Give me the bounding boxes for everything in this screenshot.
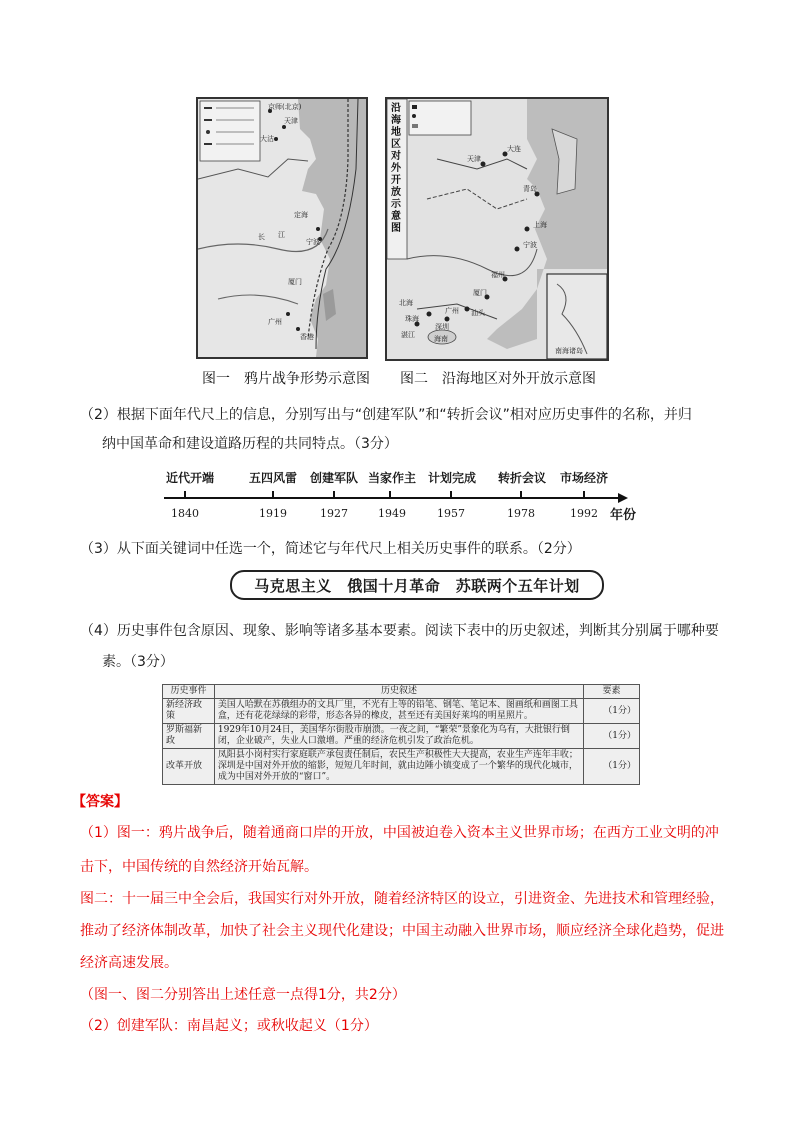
svg-text:天津: 天津 (467, 155, 481, 163)
timeline-label-1919: 五四风雷 (248, 471, 298, 485)
timeline-label-1978: 转折会议 (497, 471, 547, 485)
keyword-box: 马克思主义 俄国十月革命 苏联两个五年计划 (230, 570, 604, 600)
table-cell-event: 改革开放 (163, 749, 215, 785)
timeline-year-1992: 1992 (570, 507, 598, 520)
table-cell-narrative: 1929年10月24日，美国华尔街股市崩溃。一夜之间，“繁荣”景象化为乌有，大批银行倒闭，企业破产，失业人口激增。严重的经济危机引发了政治危机。 (214, 724, 583, 749)
question-4-line-2: 素。（3分） (102, 654, 174, 670)
svg-text:广州: 广州 (268, 318, 282, 326)
table-header-element: 要素 (584, 685, 640, 699)
coastal-opening-map (385, 97, 609, 361)
history-table (162, 684, 640, 785)
opium-war-map-caption: 图一 鸦片战争形势示意图 (202, 371, 370, 387)
svg-text:厦门: 厦门 (288, 278, 302, 286)
answer-heading: 【答案】 (72, 794, 128, 810)
table-cell-narrative: 美国人哈默在苏俄组办的文具厂里，不光有上等的铅笔、钢笔、笔记本、图画纸和画图工具盒，还有花花绿绿的彩带，形态各异的橡皮，甚至还有美国好莱坞的明星照片。 (214, 699, 583, 724)
timeline-year-1978: 1978 (507, 507, 535, 520)
question-3: （3）从下面关键词中任选一个，简述它与年代尺上相关历史事件的联系。（2分） (80, 541, 581, 557)
coastal-opening-map-graphic (387, 99, 607, 359)
timeline-label-1927: 创建军队 (309, 471, 359, 485)
answer-line-1: （1）图一：鸦片战争后，随着通商口岸的开放，中国被迫卷入资本主义世界市场；在西方工业文明的冲 (80, 825, 719, 841)
timeline-year-1927: 1927 (320, 507, 348, 520)
table-header-event: 历史事件 (163, 685, 215, 699)
svg-text:海南: 海南 (434, 335, 448, 343)
table-cell-narrative: 凤阳县小岗村实行家庭联产承包责任制后，农民生产积极性大大提高，农业生产连年丰收；深圳是中国对外开放的缩影，短短几年时间，就由边陲小镇变成了一个繁华的现代化城市，成为中国对外开放的“窗口”。 (214, 749, 583, 785)
table-cell-score: （1分） (584, 749, 640, 785)
question-2-line-1: （2）根据下面年代尺上的信息，分别写出与“创建军队”和“转折会议”相对应历史事件的名称，并归 (80, 407, 692, 423)
svg-text:大连: 大连 (507, 145, 521, 153)
timeline-year-1957: 1957 (437, 507, 465, 520)
question-2-line-2: 纳中国革命和建设道路历程的共同特点。（3分） (102, 436, 398, 452)
svg-text:京师(北京): 京师(北京) (268, 103, 302, 111)
timeline-year-1919: 1919 (259, 507, 287, 520)
svg-text:湛江: 湛江 (401, 331, 415, 339)
svg-text:深圳: 深圳 (435, 323, 449, 331)
timeline-label-1840: 近代开端 (165, 471, 215, 485)
timeline-unit: 年份 (610, 508, 637, 523)
svg-text:大沽: 大沽 (260, 135, 274, 143)
timeline-year-1840: 1840 (171, 507, 199, 520)
svg-text:广州: 广州 (445, 307, 459, 315)
svg-text:天津: 天津 (284, 117, 298, 125)
answer-line-4: 推动了经济体制改革，加快了社会主义现代化建设；中国主动融入世界市场，顺应经济全球化趋势，促进 (80, 923, 724, 939)
timeline-label-1949: 当家作主 (367, 471, 417, 485)
timeline-year-1949: 1949 (378, 507, 406, 520)
svg-text:福州: 福州 (491, 271, 505, 279)
answer-line-2: 击下，中国传统的自然经济开始瓦解。 (80, 859, 318, 875)
answer-line-5: 经济高速发展。 (80, 955, 178, 971)
svg-text:上海: 上海 (533, 221, 547, 229)
table-cell-score: （1分） (584, 699, 640, 724)
svg-text:南海诸岛: 南海诸岛 (555, 347, 583, 355)
svg-text:汕头: 汕头 (471, 309, 485, 317)
svg-text:长: 长 (258, 233, 265, 241)
svg-text:珠海: 珠海 (405, 315, 419, 323)
table-row (163, 699, 640, 724)
svg-text:青岛: 青岛 (523, 185, 537, 193)
answer-line-3: 图二：十一届三中全会后，我国实行对外开放，随着经济特区的设立，引进资金、先进技术和管理经验， (80, 891, 724, 907)
opium-war-map (196, 97, 368, 359)
svg-text:江: 江 (278, 231, 285, 239)
opium-war-map-graphic (198, 99, 366, 357)
table-row (163, 724, 640, 749)
question-4-line-1: （4）历史事件包含原因、现象、影响等诸多基本要素。阅读下表中的历史叙述，判断其分别属于哪种要 (80, 623, 719, 639)
answer-line-6: （图一、图二分别答出上述任意一点得1分，共2分） (80, 987, 406, 1003)
answer-line-7: （2）创建军队：南昌起义；或秋收起义（1分） (80, 1018, 378, 1034)
timeline-label-1957: 计划完成 (427, 471, 477, 485)
table-cell-event: 罗斯福新政 (163, 724, 215, 749)
svg-text:北海: 北海 (399, 299, 413, 307)
svg-text:定海: 定海 (294, 211, 308, 219)
svg-text:厦门: 厦门 (473, 289, 487, 297)
table-header-row (163, 685, 640, 699)
table-cell-score: （1分） (584, 724, 640, 749)
svg-text:宁波: 宁波 (306, 238, 320, 246)
timeline-axis (160, 486, 630, 506)
table-cell-event: 新经济政策 (163, 699, 215, 724)
timeline-label-1992: 市场经济 (559, 471, 609, 485)
table-row (163, 749, 640, 785)
coastal-map-vertical-title: 沿海地区对外开放示意图 (391, 103, 401, 234)
svg-text:香港: 香港 (300, 333, 314, 341)
coastal-opening-map-caption: 图二 沿海地区对外开放示意图 (400, 371, 596, 387)
table-header-narrative: 历史叙述 (214, 685, 583, 699)
svg-text:宁波: 宁波 (523, 241, 537, 249)
